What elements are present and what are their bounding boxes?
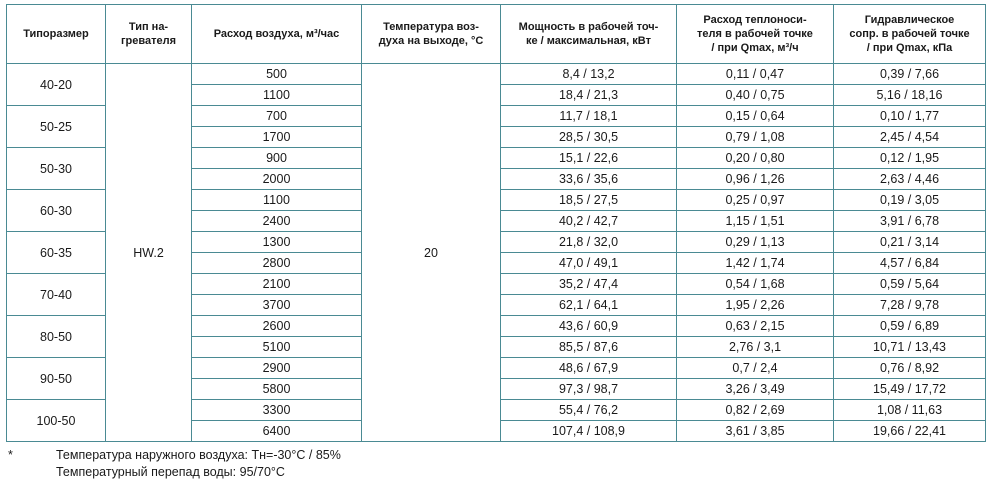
header-coolant: Расход теплоноси- теля в рабочей точке / при Qmax, м³/ч <box>677 5 834 64</box>
header-power: Мощность в рабочей точ- ке / максимальная, кВт <box>501 5 677 64</box>
coolant-cell: 0,96 / 1,26 <box>677 169 834 190</box>
power-cell: 21,8 / 32,0 <box>501 232 677 253</box>
power-cell: 35,2 / 47,4 <box>501 274 677 295</box>
power-cell: 18,4 / 21,3 <box>501 85 677 106</box>
footnote-marker: * <box>8 448 13 462</box>
coolant-cell: 0,7 / 2,4 <box>677 358 834 379</box>
hydraulic-cell: 1,08 / 11,63 <box>834 400 986 421</box>
airflow-cell: 5100 <box>192 337 362 358</box>
airflow-cell: 1300 <box>192 232 362 253</box>
hydraulic-cell: 0,12 / 1,95 <box>834 148 986 169</box>
table-row <box>7 64 986 85</box>
coolant-cell: 0,11 / 0,47 <box>677 64 834 85</box>
airflow-cell: 900 <box>192 148 362 169</box>
power-cell: 43,6 / 60,9 <box>501 316 677 337</box>
hydraulic-cell: 0,19 / 3,05 <box>834 190 986 211</box>
size-cell: 90-50 <box>7 358 106 400</box>
coolant-cell: 0,82 / 2,69 <box>677 400 834 421</box>
coolant-cell: 0,25 / 0,97 <box>677 190 834 211</box>
hydraulic-cell: 0,59 / 6,89 <box>834 316 986 337</box>
coolant-cell: 1,42 / 1,74 <box>677 253 834 274</box>
hydraulic-cell: 15,49 / 17,72 <box>834 379 986 400</box>
power-cell: 85,5 / 87,6 <box>501 337 677 358</box>
size-cell: 100-50 <box>7 400 106 442</box>
airflow-cell: 500 <box>192 64 362 85</box>
size-cell: 60-30 <box>7 190 106 232</box>
power-cell: 15,1 / 22,6 <box>501 148 677 169</box>
header-size: Типоразмер <box>7 5 106 64</box>
hydraulic-cell: 4,57 / 6,84 <box>834 253 986 274</box>
coolant-cell: 0,15 / 0,64 <box>677 106 834 127</box>
hydraulic-cell: 7,28 / 9,78 <box>834 295 986 316</box>
hydraulic-cell: 19,66 / 22,41 <box>834 421 986 442</box>
power-cell: 40,2 / 42,7 <box>501 211 677 232</box>
power-cell: 55,4 / 76,2 <box>501 400 677 421</box>
power-cell: 28,5 / 30,5 <box>501 127 677 148</box>
hydraulic-cell: 0,39 / 7,66 <box>834 64 986 85</box>
header-heater-type: Тип на- гревателя <box>106 5 192 64</box>
airflow-cell: 3700 <box>192 295 362 316</box>
hydraulic-cell: 5,16 / 18,16 <box>834 85 986 106</box>
coolant-cell: 0,29 / 1,13 <box>677 232 834 253</box>
size-cell: 50-25 <box>7 106 106 148</box>
power-cell: 47,0 / 49,1 <box>501 253 677 274</box>
coolant-cell: 3,26 / 3,49 <box>677 379 834 400</box>
header-row <box>7 5 986 64</box>
coolant-cell: 0,79 / 1,08 <box>677 127 834 148</box>
power-cell: 33,6 / 35,6 <box>501 169 677 190</box>
table-body <box>7 64 986 442</box>
header-airflow: Расход воздуха, м³/час <box>192 5 362 64</box>
power-cell: 48,6 / 67,9 <box>501 358 677 379</box>
hydraulic-cell: 0,10 / 1,77 <box>834 106 986 127</box>
hydraulic-cell: 10,71 / 13,43 <box>834 337 986 358</box>
footnote-outdoor-temp: Температура наружного воздуха: Тн=-30°С / 85% <box>56 448 341 462</box>
header-temp-out: Температура воз- духа на выходе, °С <box>362 5 501 64</box>
airflow-cell: 2400 <box>192 211 362 232</box>
power-cell: 97,3 / 98,7 <box>501 379 677 400</box>
hydraulic-cell: 2,63 / 4,46 <box>834 169 986 190</box>
coolant-cell: 0,20 / 0,80 <box>677 148 834 169</box>
power-cell: 11,7 / 18,1 <box>501 106 677 127</box>
coolant-cell: 1,95 / 2,26 <box>677 295 834 316</box>
airflow-cell: 1100 <box>192 85 362 106</box>
size-cell: 70-40 <box>7 274 106 316</box>
heater-type-cell: HW.2 <box>106 64 192 442</box>
power-cell: 8,4 / 13,2 <box>501 64 677 85</box>
coolant-cell: 2,76 / 3,1 <box>677 337 834 358</box>
hydraulic-cell: 3,91 / 6,78 <box>834 211 986 232</box>
coolant-cell: 0,54 / 1,68 <box>677 274 834 295</box>
airflow-cell: 3300 <box>192 400 362 421</box>
airflow-cell: 1100 <box>192 190 362 211</box>
size-cell: 50-30 <box>7 148 106 190</box>
hydraulic-cell: 0,59 / 5,64 <box>834 274 986 295</box>
airflow-cell: 5800 <box>192 379 362 400</box>
power-cell: 18,5 / 27,5 <box>501 190 677 211</box>
airflow-cell: 700 <box>192 106 362 127</box>
hydraulic-cell: 0,76 / 8,92 <box>834 358 986 379</box>
coolant-cell: 1,15 / 1,51 <box>677 211 834 232</box>
airflow-cell: 2900 <box>192 358 362 379</box>
size-cell: 60-35 <box>7 232 106 274</box>
airflow-cell: 2600 <box>192 316 362 337</box>
size-cell: 40-20 <box>7 64 106 106</box>
coolant-cell: 0,63 / 2,15 <box>677 316 834 337</box>
heater-spec-table <box>6 4 986 442</box>
header-hydraulic: Гидравлическое сопр. в рабочей точке / при Qmax, кПа <box>834 5 986 64</box>
airflow-cell: 6400 <box>192 421 362 442</box>
hydraulic-cell: 0,21 / 3,14 <box>834 232 986 253</box>
hydraulic-cell: 2,45 / 4,54 <box>834 127 986 148</box>
coolant-cell: 0,40 / 0,75 <box>677 85 834 106</box>
power-cell: 107,4 / 108,9 <box>501 421 677 442</box>
coolant-cell: 3,61 / 3,85 <box>677 421 834 442</box>
airflow-cell: 2800 <box>192 253 362 274</box>
size-cell: 80-50 <box>7 316 106 358</box>
airflow-cell: 1700 <box>192 127 362 148</box>
footnote-water-delta: Температурный перепад воды: 95/70°С <box>56 465 285 479</box>
airflow-cell: 2000 <box>192 169 362 190</box>
airflow-cell: 2100 <box>192 274 362 295</box>
temp-out-cell: 20 <box>362 64 501 442</box>
power-cell: 62,1 / 64,1 <box>501 295 677 316</box>
